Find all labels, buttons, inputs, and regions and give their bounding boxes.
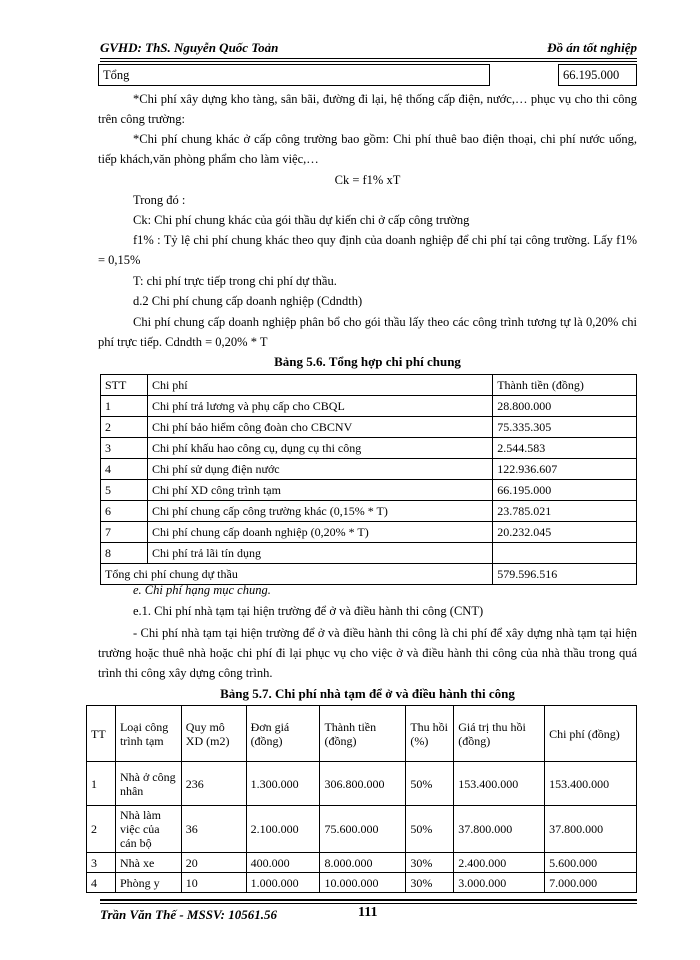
page-number: 111 [358, 905, 378, 920]
table-cell: 400.000 [246, 853, 320, 873]
table-cell: 2.544.583 [493, 438, 637, 459]
table-row [101, 543, 637, 564]
table-cell: 30% [406, 853, 454, 873]
table-cell: 75.600.000 [320, 806, 406, 853]
formula-ck: Ck = f1% xT [334, 173, 401, 187]
table-cell: 153.400.000 [454, 762, 545, 806]
header-cell: Giá trị thu hồi (đồng) [454, 706, 545, 762]
table-cell: 2 [101, 417, 148, 438]
table-cell: Chi phí chung cấp công trường khác (0,15% * T) [147, 501, 492, 522]
header-cell: Đơn giá (đồng) [246, 706, 320, 762]
table-cell: Nhà làm việc của cán bộ [115, 806, 181, 853]
header-cell: STT [101, 375, 148, 396]
previous-table-total-row [98, 64, 637, 86]
paragraph-7: d.2 Chi phí chung cấp doanh nghiệp (Cdndth) [133, 294, 363, 308]
table-cell: Nhà xe [115, 853, 181, 873]
temporary-housing-cost-table [86, 705, 637, 893]
table-cell: 75.335.305 [493, 417, 637, 438]
table-row [101, 522, 637, 543]
paragraph-3: Trong đó : [133, 193, 186, 207]
table57-caption: Bảng 5.7. Chi phí nhà tạm để ở và điều hành thi công [220, 686, 515, 701]
table-cell: 2.400.000 [454, 853, 545, 873]
table-cell: Chi phí bảo hiểm công đoàn cho CBCNV [147, 417, 492, 438]
table-cell: Chi phí khấu hao công cụ, dụng cụ thi công [147, 438, 492, 459]
section-e1-text: - Chi phí nhà tạm tại hiện trường để ở và điều hành thi công là chi phí để xây dựng nhà tạm tại hiện trường hoặc thuê nhà hoặc chi phí đi lại phục vụ cho việc ở và điều hành thi công của nhà thầu trong quá trình thi công xây dựng công trình. [98, 626, 637, 680]
table-row [101, 438, 637, 459]
header-cell: TT [87, 706, 116, 762]
paragraph-6: T: chi phí trực tiếp trong chi phí dự thầu. [133, 274, 337, 288]
paragraph-8: Chi phí chung cấp doanh nghiệp phân bổ cho gói thầu lấy theo các công trình tương tự là 0,20% chi phí trực tiếp. Cdndth = 0,20% * T [98, 315, 637, 349]
table-cell: 37.800.000 [454, 806, 545, 853]
table-cell: 6 [101, 501, 148, 522]
table-cell: 20 [181, 853, 246, 873]
table-cell: 10 [181, 873, 246, 893]
table-cell: 36 [181, 806, 246, 853]
page-header [100, 40, 637, 58]
table-cell: 20.232.045 [493, 522, 637, 543]
header-cell: Quy mô XD (m2) [181, 706, 246, 762]
table-row [101, 459, 637, 480]
table-cell: 23.785.021 [493, 501, 637, 522]
temporary-housing-table-body [87, 706, 637, 893]
table-cell: 4 [101, 459, 148, 480]
table-cell: 236 [181, 762, 246, 806]
table-cell: 1 [87, 762, 116, 806]
table-cell: 122.936.607 [493, 459, 637, 480]
table-row [101, 417, 637, 438]
table-cell: 3 [87, 853, 116, 873]
paragraph-2: *Chi phí chung khác ở cấp công trường bao gồm: Chi phí thuê bao điện thoại, chi phí nước uống, tiếp khách,văn phòng phẩm cho làm việc,… [98, 132, 637, 166]
table-cell: 3 [101, 438, 148, 459]
table-cell: 66.195.000 [493, 480, 637, 501]
header-cell: Thành tiền (đồng) [493, 375, 637, 396]
header-cell: Loại công trình tạm [115, 706, 181, 762]
header-rule [100, 58, 637, 59]
total-value: 66.195.000 [563, 68, 620, 82]
table-row [87, 873, 637, 893]
summary-cost-table-body [101, 375, 637, 585]
section-e-title: e. Chi phí hạng mục chung. [133, 583, 271, 597]
table-row [87, 853, 637, 873]
table-cell: 10.000.000 [320, 873, 406, 893]
footer-author: Trần Văn Thế - MSSV: 10561.56 [100, 907, 277, 922]
table-cell: 50% [406, 762, 454, 806]
total-value-cell: 579.596.516 [493, 564, 637, 585]
table-header-row [87, 706, 637, 762]
table-row [101, 480, 637, 501]
paragraph-4: Ck: Chi phí chung khác của gói thầu dự kiến chi ở cấp công trường [133, 213, 470, 227]
header-cell: Chi phí (đồng) [545, 706, 637, 762]
table-row [101, 501, 637, 522]
table-cell: Nhà ở công nhân [115, 762, 181, 806]
table-cell: 50% [406, 806, 454, 853]
table-cell: 4 [87, 873, 116, 893]
table-row [87, 806, 637, 853]
header-cell: Thu hồi (%) [406, 706, 454, 762]
footer-rule-2 [100, 903, 637, 904]
header-rule-2 [100, 61, 637, 62]
table-cell: Chi phí XD công trình tạm [147, 480, 492, 501]
footer-rule [100, 899, 637, 901]
table-cell: 5.600.000 [545, 853, 637, 873]
table-row [87, 762, 637, 806]
table-cell: 3.000.000 [454, 873, 545, 893]
table-cell: 2.100.000 [246, 806, 320, 853]
table-cell: Phòng y [115, 873, 181, 893]
table-cell: 37.800.000 [545, 806, 637, 853]
header-cell: Chi phí [147, 375, 492, 396]
table56-caption: Bảng 5.6. Tổng hợp chi phí chung [274, 354, 461, 369]
table-cell: Chi phí chung cấp doanh nghiệp (0,20% * T) [147, 522, 492, 543]
table-header-row [101, 375, 637, 396]
table-cell: Chi phí trả lương và phụ cấp cho CBQL [147, 396, 492, 417]
paragraph-5: f1% : Tỷ lệ chi phí chung khác theo quy định của doanh nghiệp để chi phí tại công trường. Lấy f1% = 0,15% [98, 233, 637, 267]
table-cell: 7 [101, 522, 148, 543]
paragraph-1: *Chi phí xây dựng kho tàng, sân bãi, đường đi lại, hệ thống cấp điện, nước,… phục vụ cho thi công trên công trường: [98, 92, 637, 126]
header-cell: Thành tiền (đồng) [320, 706, 406, 762]
table-cell: 1.000.000 [246, 873, 320, 893]
total-label-cell: Tổng chi phí chung dự thầu [101, 564, 493, 585]
table-cell: 306.800.000 [320, 762, 406, 806]
table-cell: Chi phí sử dụng điện nước [147, 459, 492, 480]
total-value-cell [558, 64, 637, 86]
table-cell: Chi phí trả lãi tín dụng [147, 543, 492, 564]
table-cell: 153.400.000 [545, 762, 637, 806]
table-cell: 8 [101, 543, 148, 564]
header-supervisor: GVHD: ThS. Nguyễn Quốc Toản [100, 40, 279, 55]
table-row [101, 396, 637, 417]
total-label-cell [98, 64, 490, 86]
table-cell: 8.000.000 [320, 853, 406, 873]
table-cell [493, 543, 637, 564]
table-cell: 7.000.000 [545, 873, 637, 893]
section-e1-heading: e.1. Chi phí nhà tạm tại hiện trường để ở và điều hành thi công (CNT) [133, 604, 484, 618]
table-cell: 1.300.000 [246, 762, 320, 806]
table-cell: 5 [101, 480, 148, 501]
table-cell: 2 [87, 806, 116, 853]
header-doc-title: Đồ án tốt nghiệp [547, 40, 637, 55]
total-label: Tổng [103, 68, 130, 82]
summary-cost-table [100, 374, 637, 585]
table-cell: 30% [406, 873, 454, 893]
table-cell: 1 [101, 396, 148, 417]
table-cell: 28.800.000 [493, 396, 637, 417]
